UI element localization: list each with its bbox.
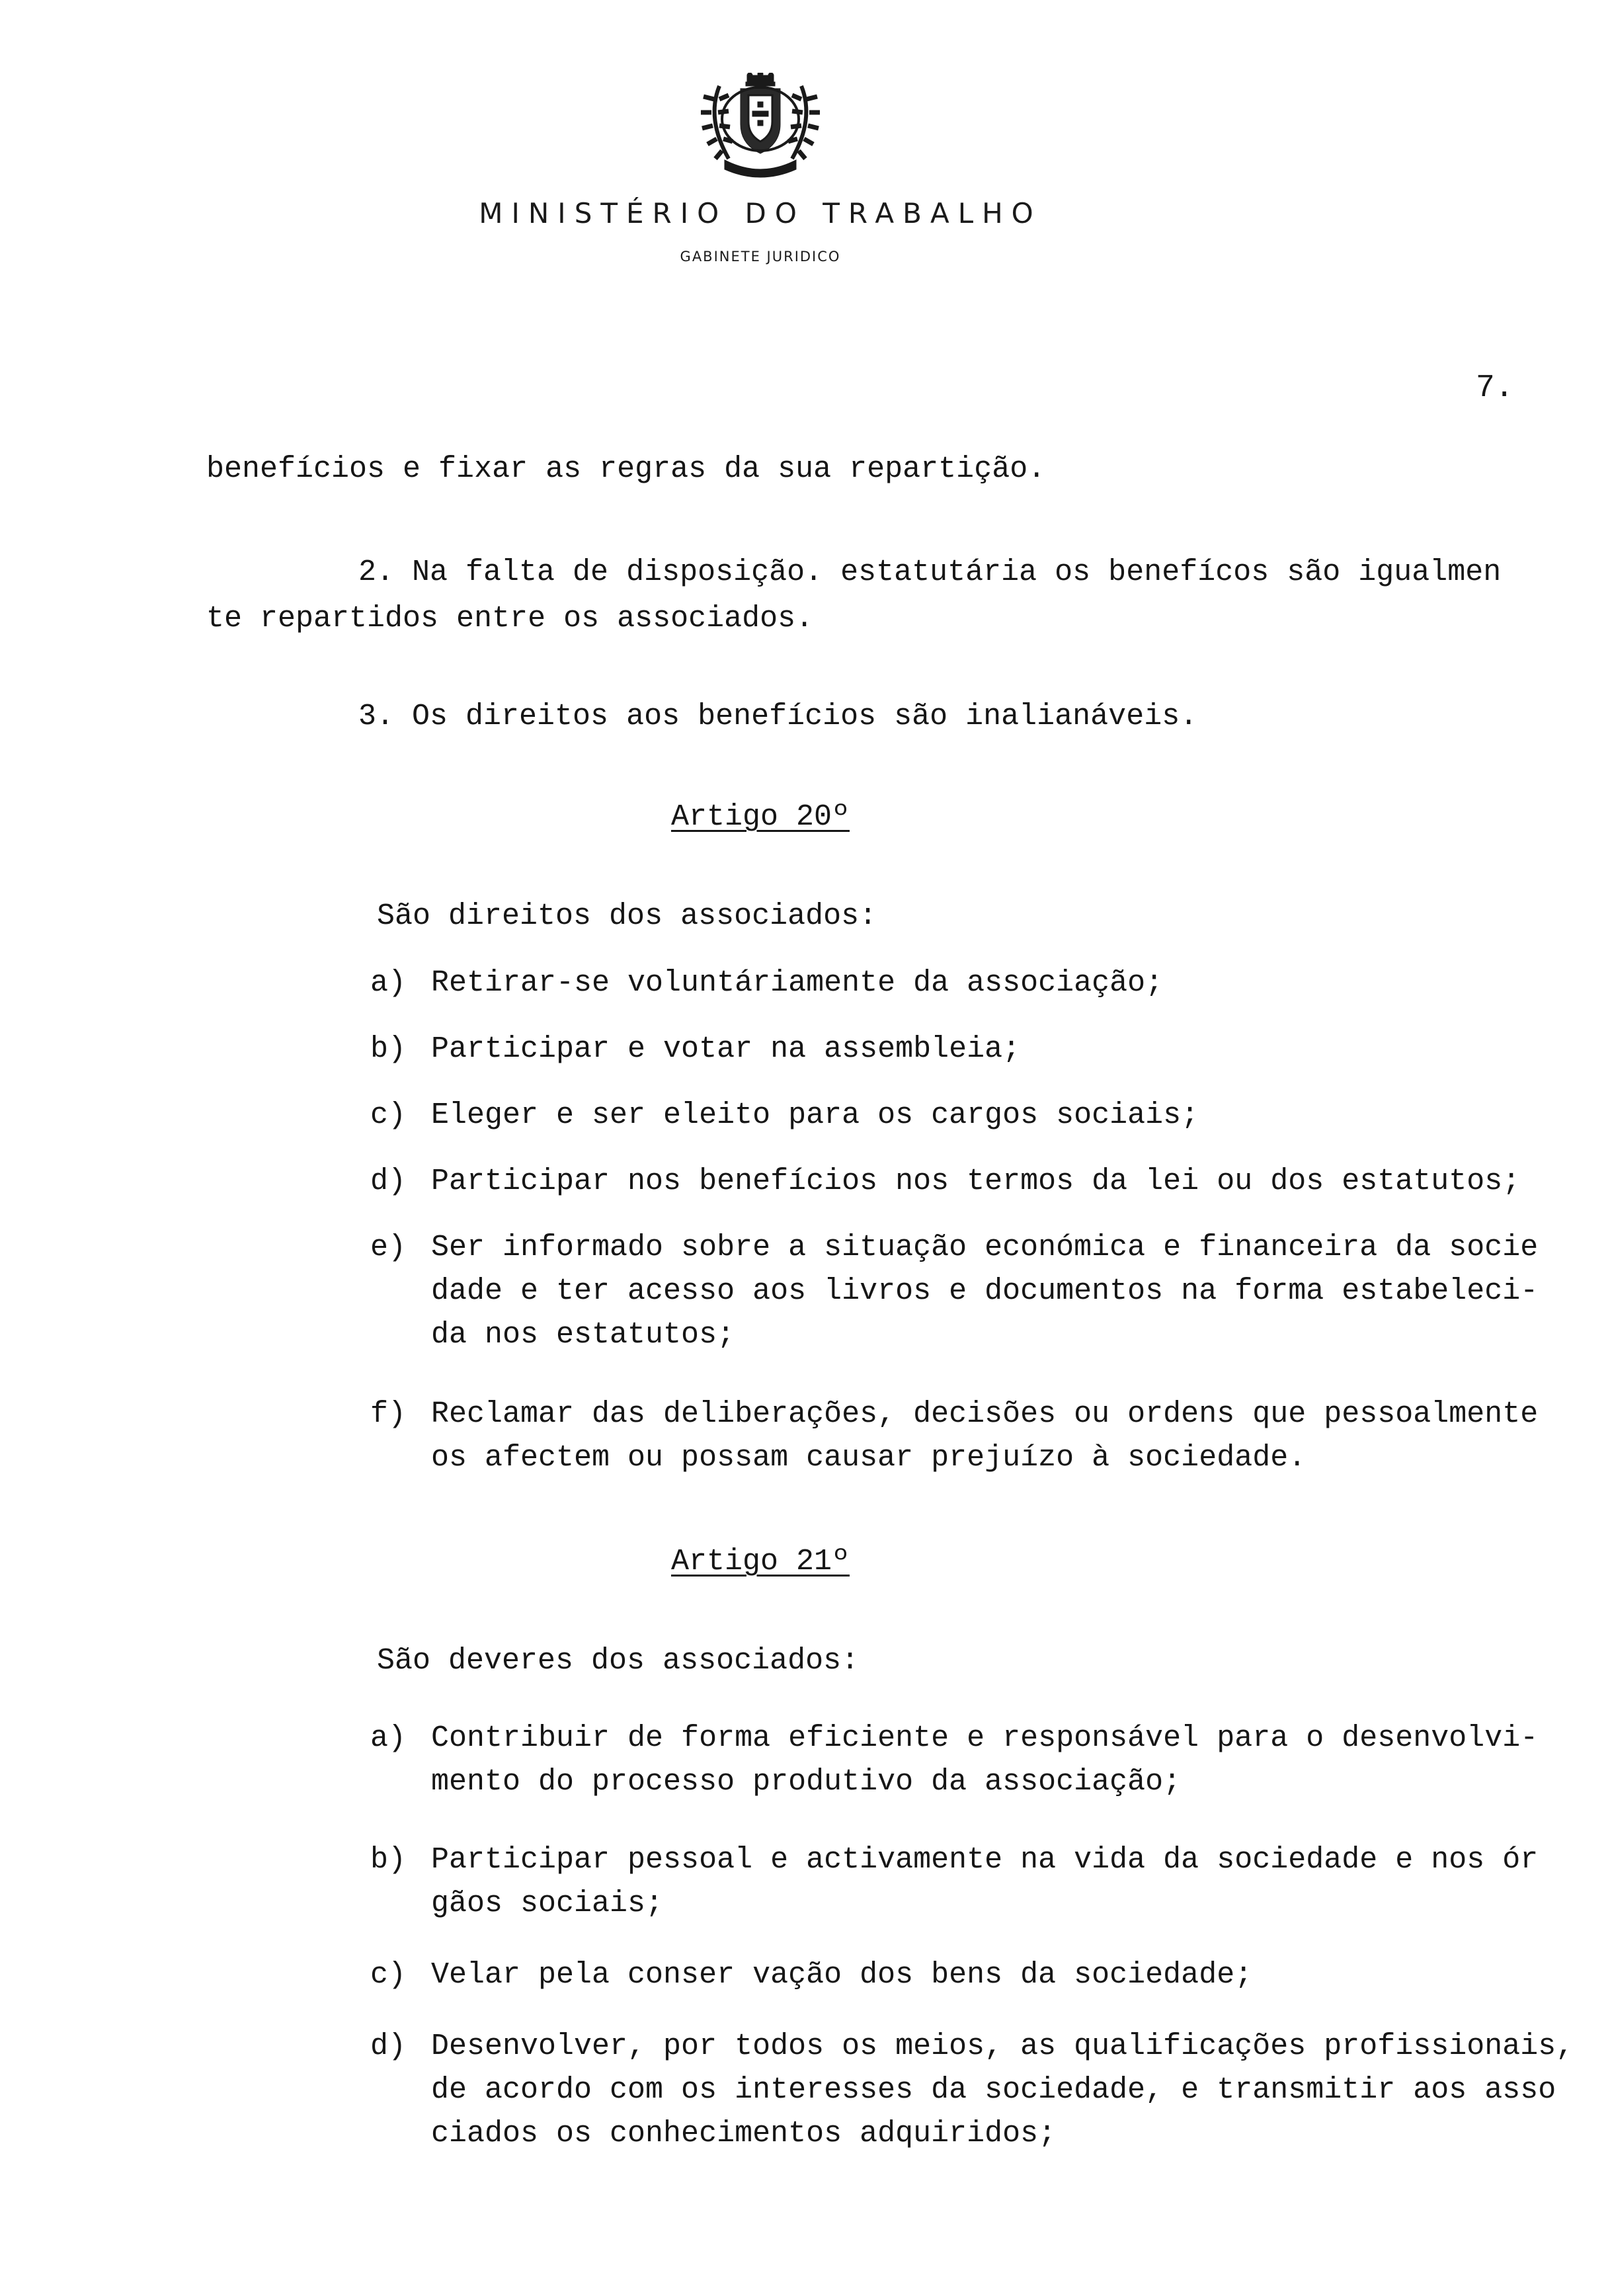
item-line: Participar e votar na assembleia; xyxy=(431,1032,1021,1066)
item-line: Contribuir de forma eficiente e responsável para o desenvolvi- xyxy=(431,1721,1539,1755)
item-line: dade e ter acesso aos livros e documentos na forma estabeleci- xyxy=(431,1274,1539,1308)
item-label: a) xyxy=(370,966,407,1000)
ministry-name: MINISTÉRIO DO TRABALHO xyxy=(479,197,1042,229)
item-label: b) xyxy=(370,1843,407,1877)
item-label: e) xyxy=(370,1231,407,1264)
item-line: Participar pessoal e activamente na vida da sociedade e nos ór xyxy=(431,1843,1539,1877)
article-20-heading: Artigo 20º xyxy=(670,800,850,834)
item-line: Participar nos benefícios nos termos da lei ou dos estatutos; xyxy=(431,1165,1521,1198)
item-line: Retirar-se voluntáriamente da associação; xyxy=(431,966,1164,1000)
paragraph-3: 3. Os direitos aos benefícios são inalianáveis. xyxy=(358,700,1198,733)
article-21-heading: Artigo 21º xyxy=(670,1545,850,1578)
item-line: os afectem ou possam causar prejuízo à sociedade. xyxy=(431,1441,1306,1475)
paragraph-2-line-2: te repartidos entre os associados. xyxy=(206,602,814,636)
item-label: d) xyxy=(370,2030,407,2063)
article-21-intro: São deveres dos associados: xyxy=(377,1644,860,1678)
item-label: c) xyxy=(370,1098,407,1132)
item-label: b) xyxy=(370,1032,407,1066)
item-line: Desenvolver, por todos os meios, as qualificações profissionais, xyxy=(431,2030,1574,2063)
item-line: Reclamar das deliberações, decisões ou ordens que pessoalmente xyxy=(431,1397,1539,1431)
item-label: c) xyxy=(370,1958,407,1992)
item-label: f) xyxy=(370,1397,407,1431)
item-line: Velar pela conser vação dos bens da sociedade; xyxy=(431,1958,1253,1992)
paragraph-1-continuation: benefícios e fixar as regras da sua repartição. xyxy=(206,452,1046,486)
item-line: mento do processo produtivo da associação; xyxy=(431,1765,1182,1799)
item-line: Eleger e ser eleito para os cargos sociais; xyxy=(431,1098,1199,1132)
item-line: Ser informado sobre a situação económica e financeira da socie xyxy=(431,1231,1539,1264)
item-line: ciados os conhecimentos adquiridos; xyxy=(431,2117,1057,2151)
item-line: da nos estatutos; xyxy=(431,1318,735,1352)
item-label: d) xyxy=(370,1165,407,1198)
page-number: 7. xyxy=(1476,370,1514,406)
item-label: a) xyxy=(370,1721,407,1755)
item-line: de acordo com os interesses da sociedade, e transmitir aos asso xyxy=(431,2073,1556,2107)
office-name: GABINETE JURIDICO xyxy=(680,249,841,265)
article-20-intro: São direitos dos associados: xyxy=(377,899,877,933)
item-line: gãos sociais; xyxy=(431,1887,664,1920)
paragraph-2-line-1: 2. Na falta de disposição. estatutária os benefícos são igualmen xyxy=(358,555,1502,589)
coat-of-arms-icon xyxy=(700,73,821,179)
